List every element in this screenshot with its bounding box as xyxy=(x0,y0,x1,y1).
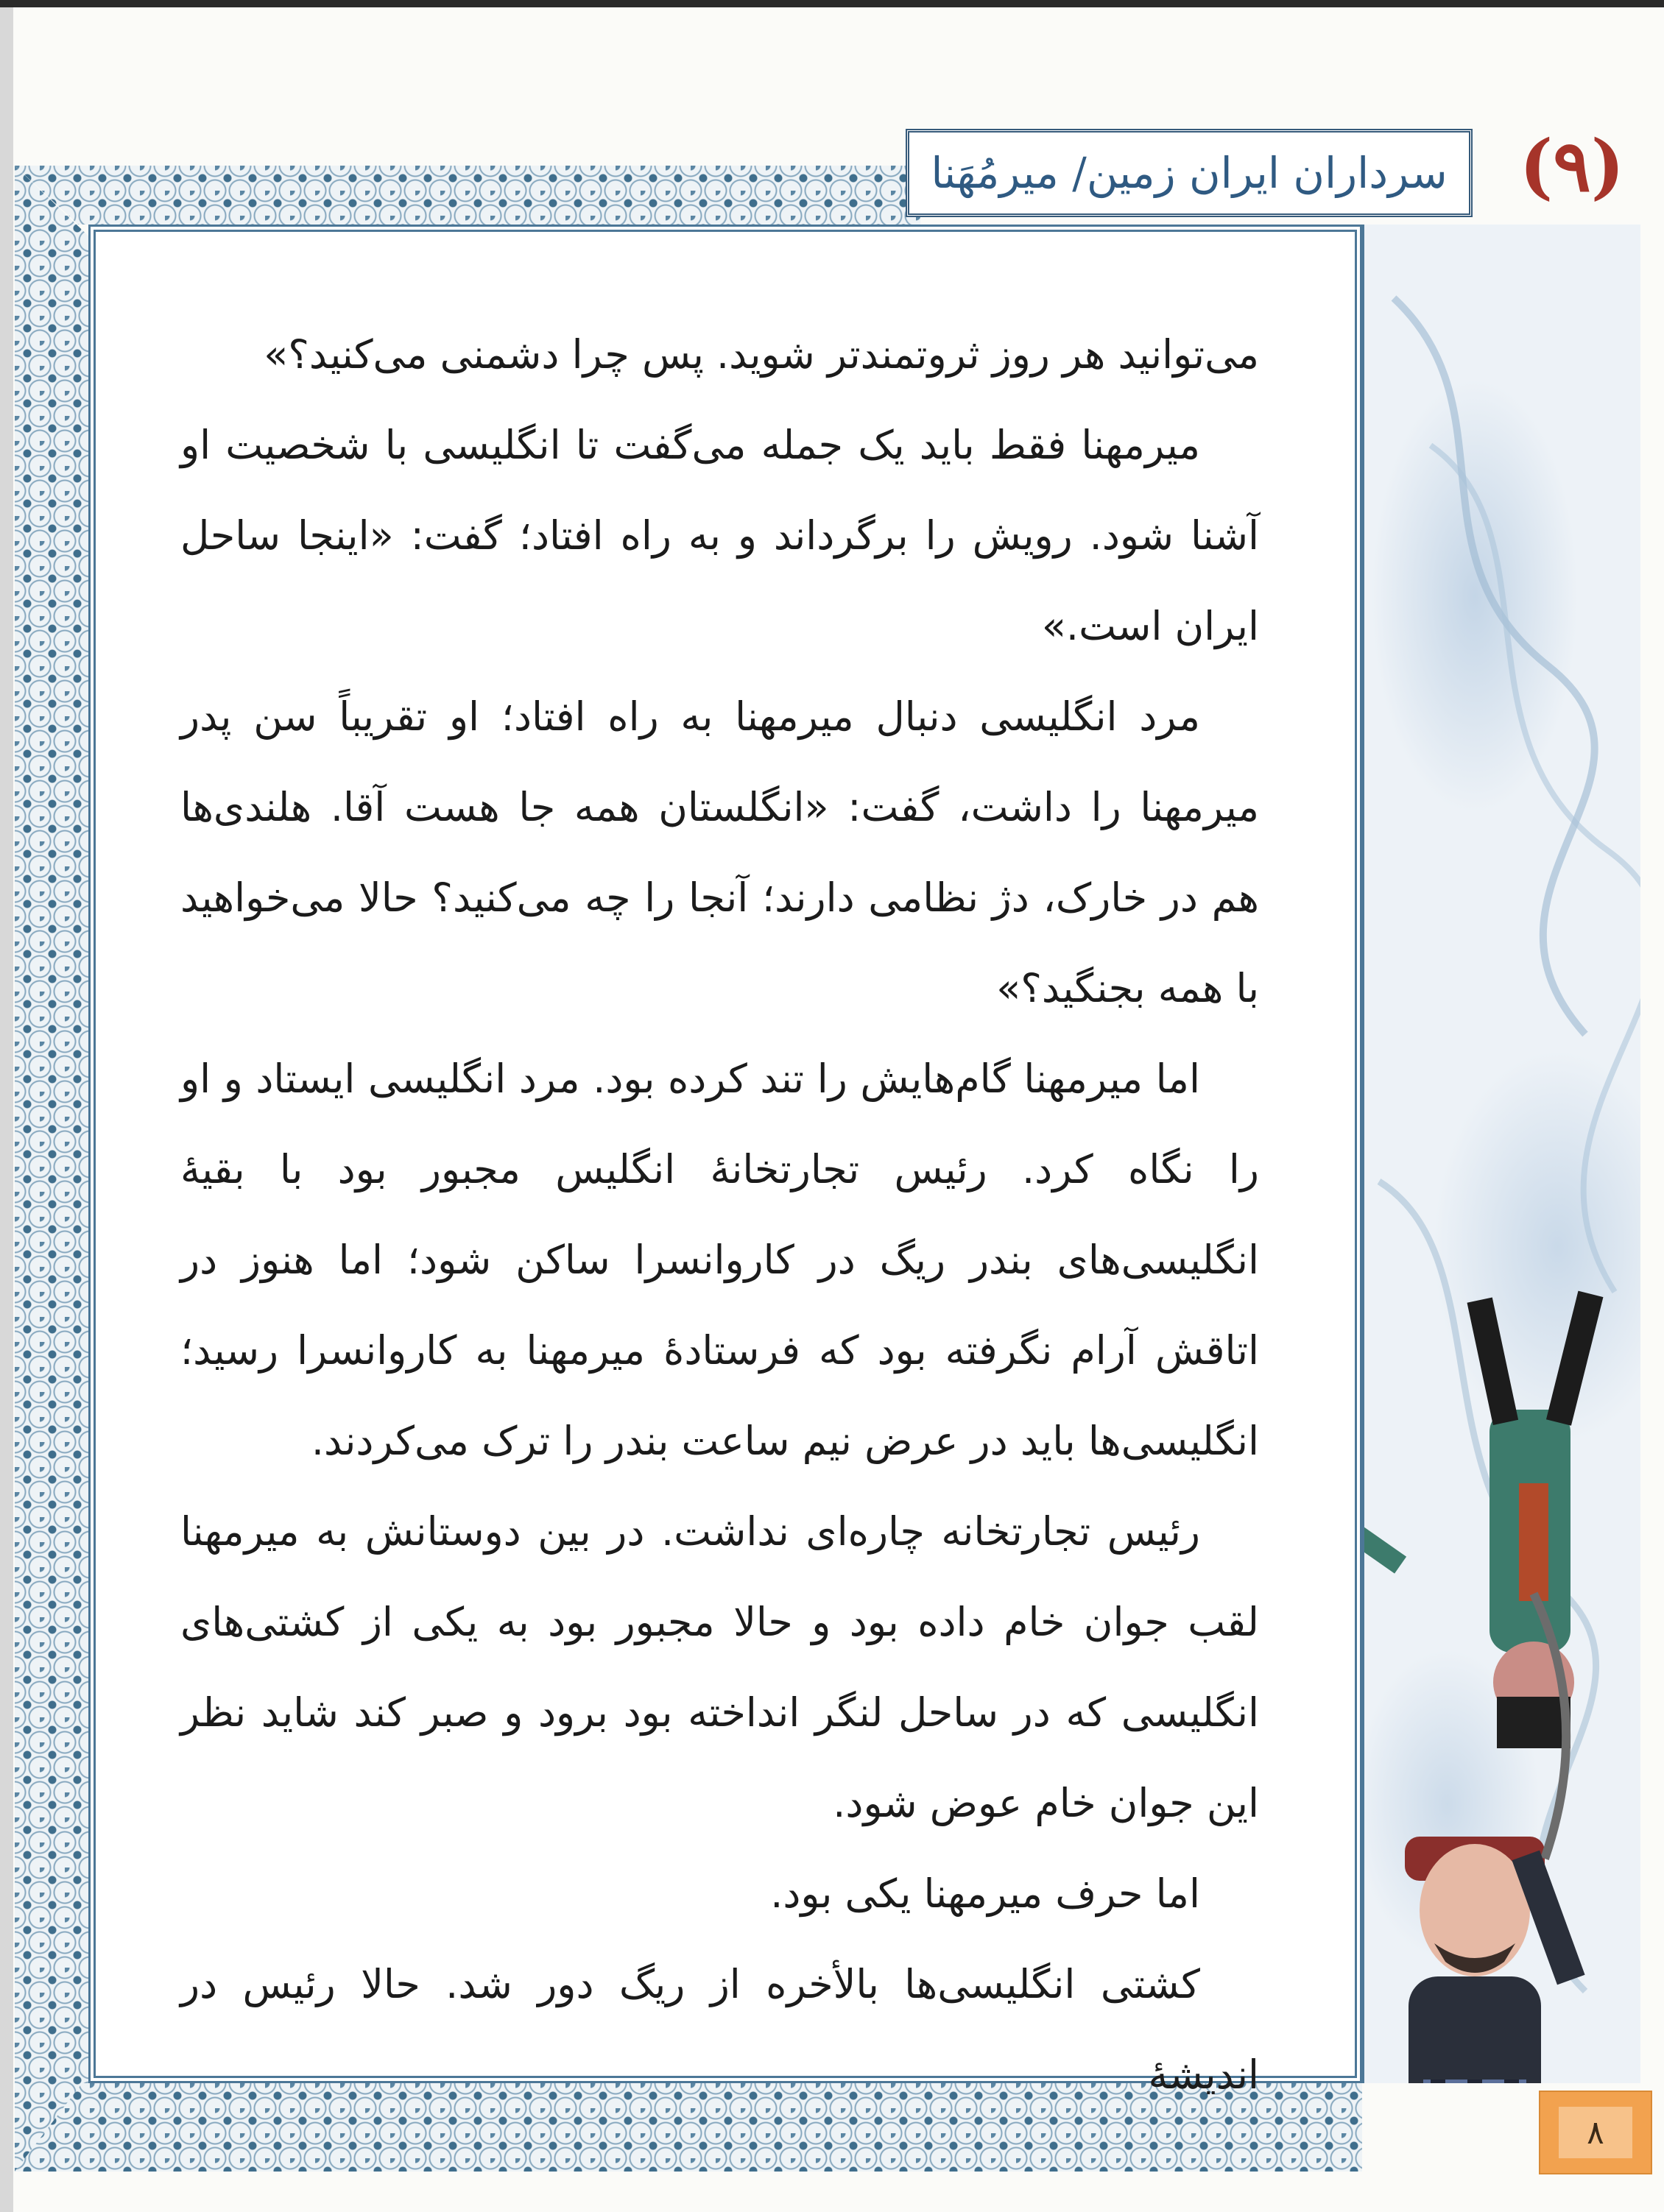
chapter-number: (۹) xyxy=(1519,124,1625,208)
body-text xyxy=(180,309,1259,2120)
standing-figure xyxy=(1405,1594,1585,2083)
paragraph: می‌توانید هر روز ثروتمندتر شوید. پس چرا دشمنی می‌کنید؟» xyxy=(264,331,1259,378)
chapter-title: سرداران ایران زمین/ میرمُهَنا xyxy=(906,129,1473,217)
decorative-border-left xyxy=(15,166,88,2172)
page-edge-top xyxy=(0,0,1664,7)
inverted-figure xyxy=(1364,1291,1603,1748)
page-number-badge xyxy=(1539,2091,1652,2174)
illustration xyxy=(1364,225,1640,2083)
paragraph: کشتی انگلیسی‌ها بالأخره از ریگ دور شد. حالا رئیس در اندیشهٔ xyxy=(180,1961,1259,2098)
decorative-border-top xyxy=(15,166,920,225)
paragraph: اما حرف میرمهنا یکی بود. xyxy=(770,1870,1200,1917)
paragraph: رئیس تجارتخانه چاره‌ای نداشت. در بین دوستانش به میرمهنا لقب جوان خام داده بود و حالا مجبور بود به یکی از کشتی‌های انگلیسی که در ساحل لنگر انداخته بود برود و صبر کند شاید نظر این جوان خام عوض شود. xyxy=(180,1508,1259,1826)
paragraph: مرد انگلیسی دنبال میرمهنا به راه افتاد؛ او تقریباً سن پدر میرمهنا را داشت، گفت: «انگلستان همه جا هست آقا. هلندی‌ها هم در خارک، دژ نظامی دارند؛ آنجا را چه می‌کنید؟ حالا می‌خواهید با همه بجنگید؟» xyxy=(180,693,1259,1011)
page-number: ۸ xyxy=(1559,2107,1632,2158)
paragraph: میرمهنا فقط باید یک جمله می‌گفت تا انگلیسی با شخصیت او آشنا شود. رویش را برگرداند و به راه افتاد؛ گفت: «اینجا ساحل ایران است.» xyxy=(180,422,1259,649)
paragraph: اما میرمهنا گام‌هایش را تند کرده بود. مرد انگلیسی ایستاد و او را نگاه کرد. رئیس تجارتخانهٔ انگلیس مجبور بود با بقیهٔ انگلیسی‌های بندر ریگ در کاروانسرا ساکن شود؛ اما هنوز در اتاقش آرام نگرفته بود که فرستادهٔ میرمهنا به کاروانسرا رسید؛ انگلیسی‌ها باید در عرض نیم ساعت بندر را ترک می‌کردند. xyxy=(180,1056,1259,1464)
page-edge xyxy=(0,0,13,2212)
illustration-panel xyxy=(1362,225,1640,2083)
